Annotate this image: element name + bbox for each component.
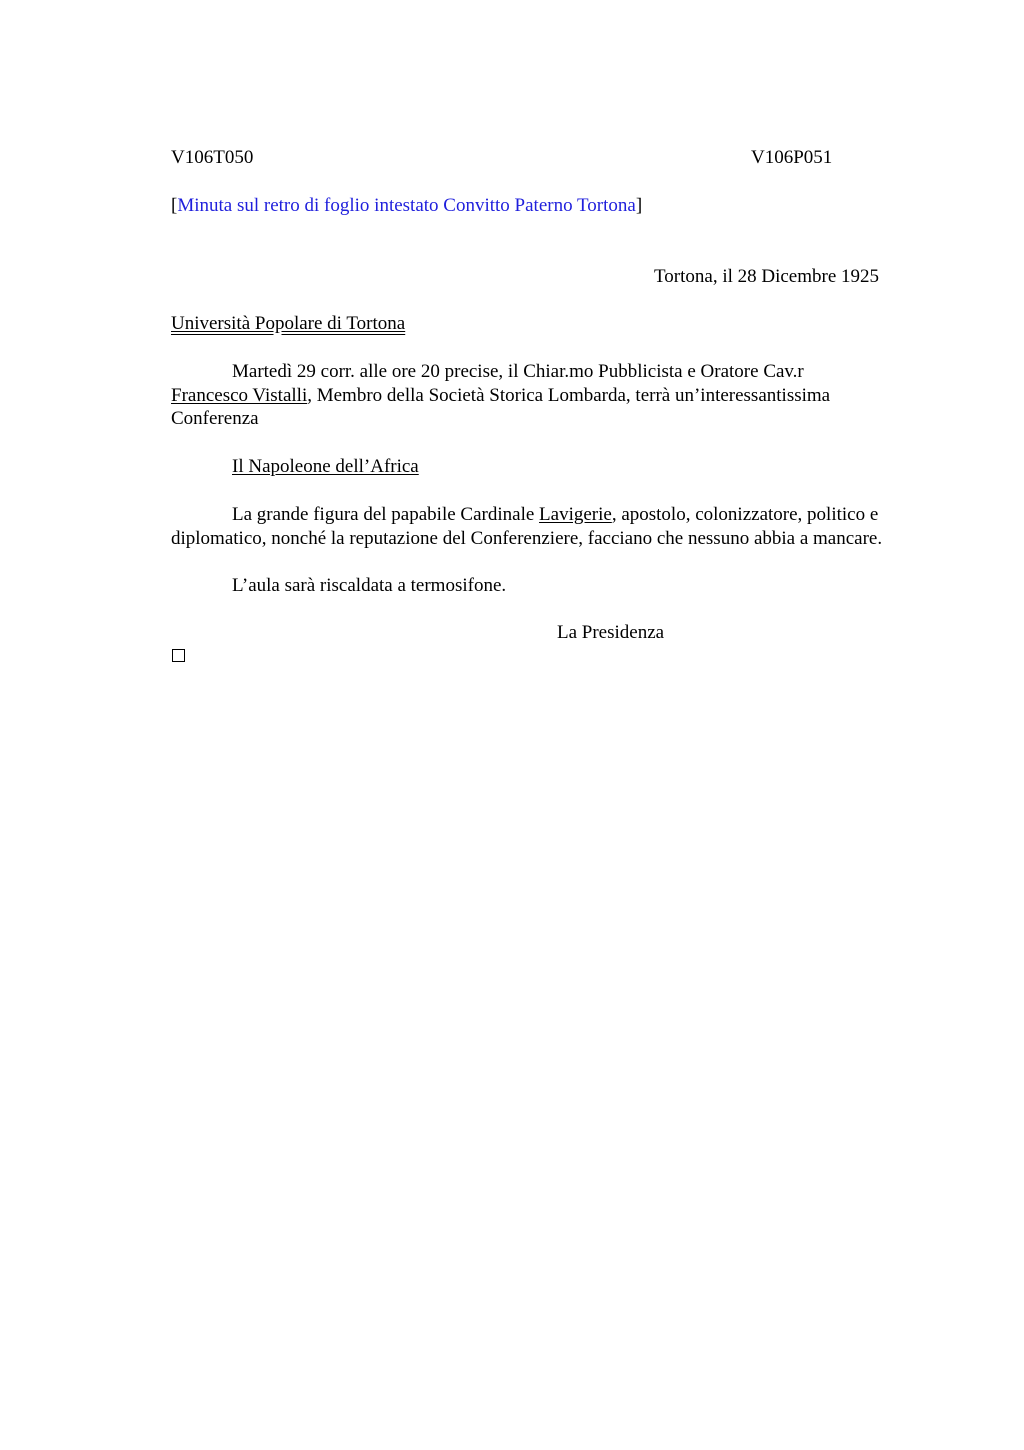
heating-note: L’aula sarà riscaldata a termosifone. bbox=[232, 575, 507, 596]
checkbox-square-icon bbox=[172, 649, 185, 662]
note-close-bracket: ] bbox=[635, 195, 643, 216]
lecture-title: Il Napoleone dell’Africa bbox=[232, 456, 419, 477]
document-code-left: V106T050 bbox=[171, 147, 254, 168]
date-line: Tortona, il 28 Dicembre 1925 bbox=[654, 266, 880, 287]
document-code-right: V106P051 bbox=[751, 147, 833, 168]
cardinal-name: Lavigerie bbox=[539, 504, 612, 525]
note-text: Minuta sul retro di foglio intestato Convitto Paterno Tortona bbox=[177, 195, 636, 216]
signature: La Presidenza bbox=[557, 622, 665, 643]
announcement-line-1: Martedì 29 corr. alle ore 20 precise, il Chiar.mo Pubblicista e Oratore Cav.r bbox=[232, 361, 804, 382]
speaker-name: Francesco Vistalli bbox=[171, 385, 308, 406]
announcement-line-3: Conferenza bbox=[171, 408, 259, 429]
speaker-description: , Membro della Società Storica Lombarda, terrà un’interessantissima bbox=[307, 385, 831, 406]
description-paragraph bbox=[171, 503, 931, 550]
description-intro: La grande figura del papabile Cardinale bbox=[232, 504, 540, 525]
announcement-line-2 bbox=[171, 384, 830, 408]
institution-heading: Università Popolare di Tortona bbox=[171, 313, 406, 334]
note-open-bracket: [ bbox=[171, 195, 178, 216]
description-rest: , apostolo, colonizzatore, politico e diplomatico, nonché la reputazione del Conferenziere, facciano che nessuno abbia a mancare. bbox=[171, 504, 883, 549]
editorial-note bbox=[171, 194, 642, 218]
